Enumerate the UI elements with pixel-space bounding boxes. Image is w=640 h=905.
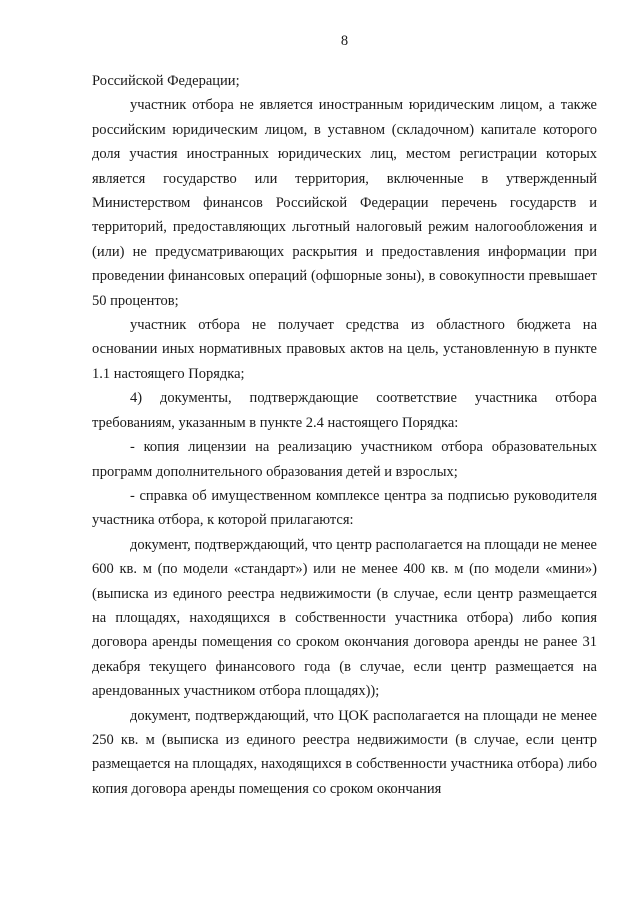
page-number: 8 <box>340 33 349 49</box>
paragraph: документ, подтверждающий, что центр располагается на площади не менее 600 кв. м (по модели «стандарт») или не менее 400 кв. м (по модели «мини») (выписка из единого реестра недвижимости (в случае, если центр размещается на площадях, находящихся в собственности участника отбора) либо копия договора аренды помещения со сроком окончания договора аренды не ранее 31 декабря текущего финансового года (в случае, если центр размещается на арендованных участником отбора площадях)); <box>92 536 597 700</box>
document-body <box>92 69 597 801</box>
paragraph: 4) документы, подтверждающие соответствие участника отбора требованиям, указанным в пункте 2.4 настоящего Порядка: <box>92 390 597 431</box>
paragraph: документ, подтверждающий, что ЦОК располагается на площади не менее 250 кв. м (выписка из единого реестра недвижимости (в случае, если центр размещается на площадях, находящихся в собственности участника отбора) либо копия договора аренды помещения со сроком окончания <box>92 707 597 797</box>
paragraph: участник отбора не является иностранным юридическим лицом, а также российским юридическим лицом, в уставном (складочном) капитале которого доля участия иностранных юридических лиц, местом регистрации которых является государство или территория, включенные в утвержденный Министерством финансов Российской Федерации перечень государств и территорий, предоставляющих льготный налоговый режим налогообложения и (или) не предусматривающих раскрытия и предоставления информации при проведении финансовых операций (офшорные зоны), в совокупности превышает 50 процентов; <box>92 97 597 309</box>
paragraph: Российской Федерации; <box>92 73 240 89</box>
paragraph: участник отбора не получает средства из областного бюджета на основании иных нормативных правовых актов на цель, установленную в пункте 1.1 настоящего Порядка; <box>92 317 597 382</box>
paragraph: - копия лицензии на реализацию участником отбора образовательных программ дополнительного образования детей и взрослых; <box>92 439 597 480</box>
paragraph: - справка об имущественном комплексе центра за подписью руководителя участника отбора, к которой прилагаются: <box>92 487 597 529</box>
